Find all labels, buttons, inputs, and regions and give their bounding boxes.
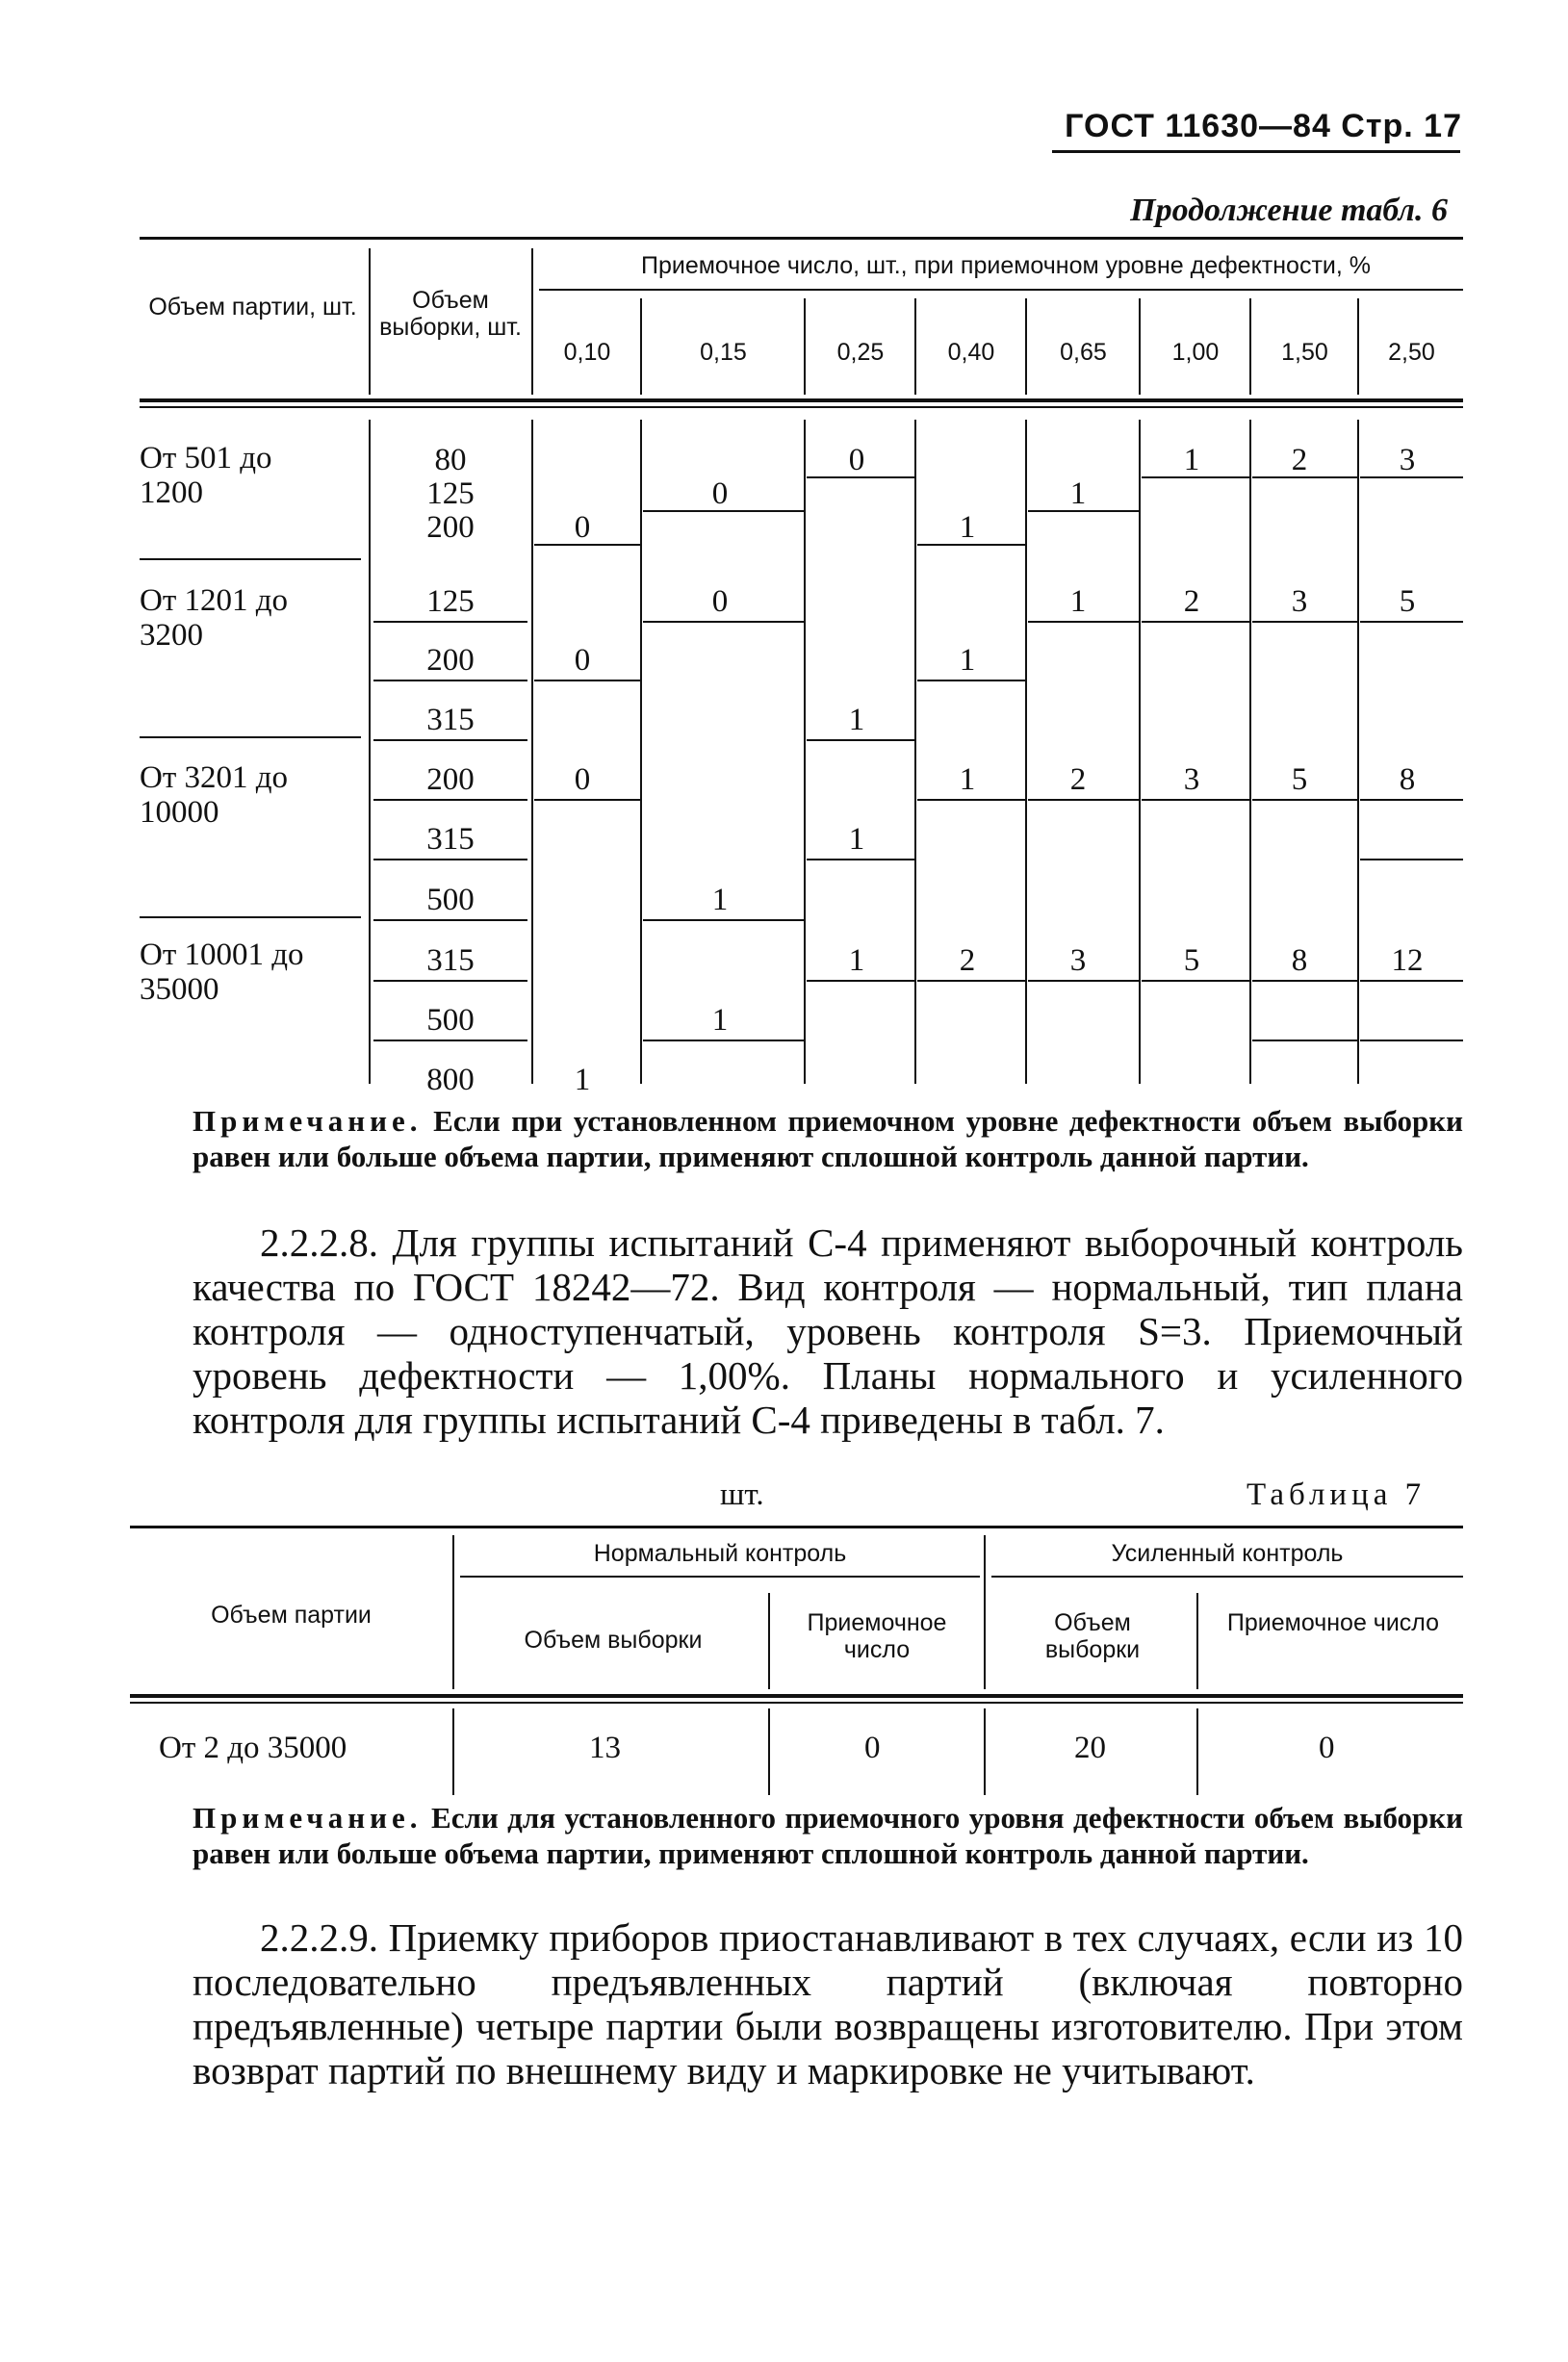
rule	[140, 237, 1463, 240]
acceptance-number: 1	[574, 1063, 591, 1097]
rule	[531, 420, 533, 1084]
rule	[373, 919, 527, 921]
step-line	[1028, 621, 1139, 623]
acceptance-number: 0	[711, 584, 729, 619]
rule	[373, 680, 527, 681]
step-line	[1360, 859, 1463, 860]
rule	[373, 621, 527, 623]
note-text: Если для установленного приемочного уровня дефектности объем выборки равен или больше объема партии, применяют сплошной контроль данной партии.	[193, 1801, 1463, 1870]
acceptance-number: 1	[1069, 476, 1087, 511]
rule	[373, 799, 527, 801]
rule	[1139, 298, 1141, 395]
lot-size: От 501 до 1200	[140, 441, 272, 510]
step-line	[1252, 980, 1357, 982]
rule	[452, 1535, 454, 1689]
column-header-lot: Объем партии, шт.	[148, 294, 357, 321]
acceptance-number: 1	[848, 703, 865, 737]
step-line	[643, 1040, 804, 1041]
step-line	[534, 680, 640, 681]
acceptance-number: 2	[1069, 762, 1087, 797]
acceptance-number: 3	[1183, 762, 1200, 797]
tightened-acceptance-number: 0	[1319, 1731, 1335, 1765]
acceptance-number: 5	[1399, 584, 1416, 619]
step-line	[643, 919, 804, 921]
rule	[130, 1694, 1463, 1698]
table-continuation-label: Продолжение табл. 6	[1130, 193, 1448, 228]
rule	[1196, 1708, 1198, 1795]
step-line	[1142, 799, 1249, 801]
acceptance-number: 0	[574, 510, 591, 545]
acceptance-number: 2	[1183, 584, 1200, 619]
sample-size: 800	[426, 1063, 475, 1097]
rule	[991, 1576, 1463, 1578]
step-line	[1360, 799, 1463, 801]
table-7-caption: Таблица 7	[1247, 1477, 1427, 1512]
rule	[373, 980, 527, 982]
column-group-tightened: Усиленный контроль	[1111, 1540, 1344, 1567]
rule	[640, 420, 642, 1084]
acceptance-number: 0	[574, 762, 591, 797]
step-line	[1252, 799, 1357, 801]
step-line	[1252, 621, 1357, 623]
rule	[373, 1040, 527, 1041]
acceptance-number: 12	[1391, 943, 1424, 978]
rule	[914, 298, 916, 395]
step-line	[807, 859, 914, 860]
rule	[984, 1708, 986, 1795]
acceptance-number: 1	[848, 943, 865, 978]
acceptance-number: 1	[1069, 584, 1087, 619]
rule	[1196, 1593, 1198, 1689]
sample-size: 125	[426, 476, 475, 511]
acceptance-number: 1	[959, 643, 976, 678]
sample-size: 200	[426, 762, 475, 797]
step-line	[1360, 621, 1463, 623]
rule	[130, 1702, 1463, 1704]
rule	[1357, 420, 1359, 1084]
rule	[1025, 298, 1027, 395]
rule	[1357, 298, 1359, 395]
rule	[804, 298, 806, 395]
step-line	[917, 799, 1025, 801]
rule	[1025, 420, 1027, 1084]
rule	[369, 248, 371, 395]
acceptance-number: 2	[1291, 443, 1308, 477]
rule	[369, 420, 371, 1084]
rule	[1249, 420, 1251, 1084]
acceptance-number: 0	[711, 476, 729, 511]
acceptance-number: 2	[959, 943, 976, 978]
table-7-unit: шт.	[720, 1477, 764, 1512]
normal-sample-size: 13	[589, 1731, 621, 1765]
acceptance-number: 3	[1399, 443, 1416, 477]
lot-size: От 3201 до 10000	[140, 760, 289, 830]
header-rule	[1052, 150, 1460, 153]
rule	[130, 1526, 1463, 1528]
sample-size: 500	[426, 1003, 475, 1038]
paragraph-2228	[193, 1220, 1463, 1442]
paragraph-text: 2.2.2.8. Для группы испытаний С-4 применяют выборочный контроль качества по ГОСТ 18242—72. Вид контроля — нормальный, тип плана контроля — одноступенчатый, уровень контроля S=3. Приемочный уровень дефектности — 1,00%. Планы нормального и усиленного контроля для группы испытаний С-4 приведены в табл. 7.	[193, 1220, 1463, 1442]
step-line	[917, 980, 1025, 982]
level-header: 0,25	[836, 339, 885, 366]
rule	[640, 298, 642, 395]
rule	[914, 420, 916, 1084]
level-header: 0,40	[947, 339, 995, 366]
rule	[1139, 420, 1141, 1084]
acceptance-number: 1	[848, 822, 865, 857]
acceptance-number: 0	[848, 443, 865, 477]
step-line	[1028, 980, 1139, 982]
column-group-normal: Нормальный контроль	[593, 1540, 847, 1567]
note-label: Примечание.	[193, 1104, 423, 1138]
note-label: Примечание.	[193, 1801, 423, 1835]
rule	[140, 736, 361, 738]
sample-size: 200	[426, 510, 475, 545]
sample-size: 315	[426, 703, 475, 737]
acceptance-number: 1	[711, 883, 729, 917]
rule	[373, 859, 527, 860]
sample-size: 80	[434, 443, 467, 477]
column-header-lot: Объем партии	[211, 1602, 372, 1629]
paragraph-2229	[193, 1915, 1463, 2092]
step-line	[1028, 799, 1139, 801]
step-line	[1360, 1040, 1463, 1041]
step-line	[807, 980, 914, 982]
note-text: Если при установленном приемочном уровне дефектности объем выборки равен или больше объема партии, применяют сплошной контроль данной партии.	[193, 1104, 1463, 1173]
acceptance-number: 5	[1291, 762, 1308, 797]
acceptance-number: 8	[1291, 943, 1308, 978]
step-line	[643, 621, 804, 623]
step-line	[1142, 980, 1249, 982]
acceptance-number: 5	[1183, 943, 1200, 978]
level-header: 0,15	[700, 339, 747, 366]
level-header: 1,50	[1281, 339, 1328, 366]
acceptance-number: 1	[959, 762, 976, 797]
normal-acceptance-number: 0	[864, 1731, 881, 1765]
rule	[768, 1593, 770, 1689]
rule	[1249, 298, 1251, 395]
column-header-sample: Объем выборки, шт.	[379, 287, 522, 341]
level-header: 0,10	[563, 339, 611, 366]
acceptance-number: 3	[1291, 584, 1308, 619]
acceptance-number: 1	[959, 510, 976, 545]
rule	[539, 289, 1463, 291]
step-line	[1360, 980, 1463, 982]
column-header-acceptance: Приемочное число	[1226, 1609, 1440, 1636]
column-group-header: Приемочное число, шт., при приемочном уровне дефектности, %	[640, 252, 1371, 279]
step-line	[1142, 621, 1249, 623]
lot-size: От 10001 до 35000	[140, 937, 304, 1007]
sample-size: 125	[426, 584, 475, 619]
acceptance-number: 1	[1183, 443, 1200, 477]
table-7-note	[193, 1800, 1463, 1871]
rule	[531, 248, 533, 395]
acceptance-number: 1	[711, 1003, 729, 1038]
column-header-acceptance: Приемочное число	[807, 1609, 947, 1663]
sample-size: 315	[426, 943, 475, 978]
step-line	[807, 739, 914, 741]
step-line	[1252, 1040, 1357, 1041]
level-header: 1,00	[1171, 339, 1220, 366]
rule	[140, 406, 1463, 408]
acceptance-number: 3	[1069, 943, 1087, 978]
table-6-note	[193, 1103, 1463, 1174]
acceptance-number: 0	[574, 643, 591, 678]
paragraph-text: 2.2.2.9. Приемку приборов приостанавливают в тех случаях, если из 10 последовательно предъявленных партий (включая повторно предъявленные) четыре партии были возвращены изготовителю. При этом возврат партий по внешнему виду и маркировке не учитывают.	[193, 1915, 1463, 2092]
level-header: 0,65	[1060, 339, 1107, 366]
tightened-sample-size: 20	[1074, 1731, 1106, 1765]
column-header-sample: Объем выборки	[524, 1627, 703, 1654]
rule	[140, 558, 361, 560]
rule	[140, 398, 1463, 402]
step-line	[534, 799, 640, 801]
rule	[984, 1535, 986, 1689]
rule	[804, 420, 806, 1084]
rule	[768, 1708, 770, 1795]
lot-size: От 2 до 35000	[159, 1731, 347, 1765]
sample-size: 315	[426, 822, 475, 857]
sample-size: 500	[426, 883, 475, 917]
page-header: ГОСТ 11630—84 Стр. 17	[1065, 108, 1462, 144]
lot-size: От 1201 до 3200	[140, 583, 289, 653]
step-line	[917, 680, 1025, 681]
sample-size: 200	[426, 643, 475, 678]
level-header: 2,50	[1388, 339, 1435, 366]
rule	[373, 739, 527, 741]
column-header-sample: Объем выборки	[1044, 1609, 1141, 1663]
rule	[140, 916, 361, 918]
rule	[452, 1708, 454, 1795]
acceptance-number: 8	[1399, 762, 1416, 797]
rule	[460, 1576, 980, 1578]
